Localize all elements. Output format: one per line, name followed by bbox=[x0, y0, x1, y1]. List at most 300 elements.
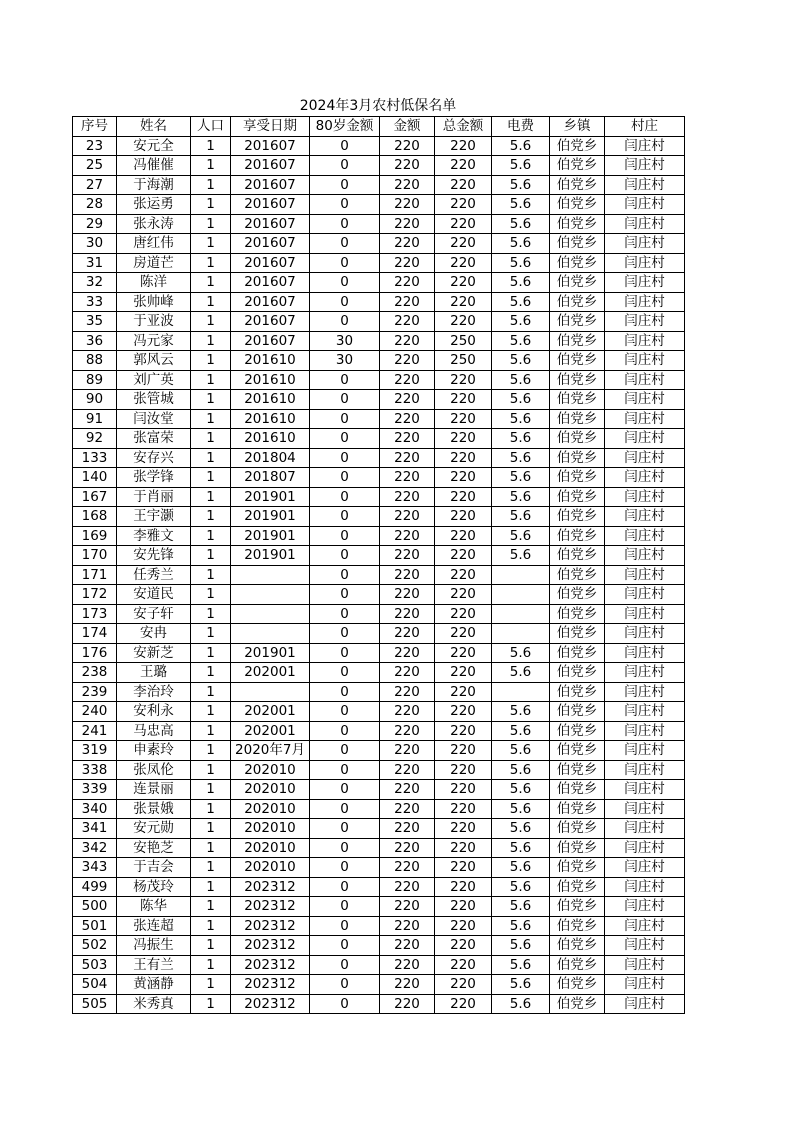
cell-age80-amount: 0 bbox=[310, 214, 380, 234]
cell-start-date: 201607 bbox=[231, 234, 310, 254]
cell-township: 伯党乡 bbox=[550, 409, 605, 429]
cell-electricity: 5.6 bbox=[492, 273, 550, 293]
cell-name: 安艳芝 bbox=[117, 838, 191, 858]
cell-name: 张永涛 bbox=[117, 214, 191, 234]
table-row bbox=[73, 429, 685, 449]
cell-name: 张运勇 bbox=[117, 195, 191, 215]
cell-electricity: 5.6 bbox=[492, 858, 550, 878]
cell-start-date: 202010 bbox=[231, 858, 310, 878]
cell-age80-amount: 0 bbox=[310, 760, 380, 780]
cell-index: 173 bbox=[73, 604, 117, 624]
cell-start-date: 202010 bbox=[231, 819, 310, 839]
cell-amount: 220 bbox=[380, 838, 435, 858]
cell-name: 于肖丽 bbox=[117, 487, 191, 507]
table-row bbox=[73, 156, 685, 176]
col-header-township: 乡镇 bbox=[550, 117, 605, 137]
cell-population: 1 bbox=[191, 136, 231, 156]
cell-electricity: 5.6 bbox=[492, 390, 550, 410]
cell-index: 339 bbox=[73, 780, 117, 800]
cell-village: 闫庄村 bbox=[605, 682, 685, 702]
table-row bbox=[73, 663, 685, 683]
cell-village: 闫庄村 bbox=[605, 429, 685, 449]
cell-population: 1 bbox=[191, 624, 231, 644]
cell-start-date: 202312 bbox=[231, 994, 310, 1014]
table-row bbox=[73, 507, 685, 527]
cell-population: 1 bbox=[191, 565, 231, 585]
cell-population: 1 bbox=[191, 897, 231, 917]
cell-age80-amount: 0 bbox=[310, 780, 380, 800]
col-header-total: 总金额 bbox=[435, 117, 492, 137]
cell-amount: 220 bbox=[380, 702, 435, 722]
cell-index: 343 bbox=[73, 858, 117, 878]
cell-name: 张连超 bbox=[117, 916, 191, 936]
cell-start-date: 202312 bbox=[231, 877, 310, 897]
cell-index: 174 bbox=[73, 624, 117, 644]
cell-village: 闫庄村 bbox=[605, 975, 685, 995]
cell-amount: 220 bbox=[380, 136, 435, 156]
cell-population: 1 bbox=[191, 780, 231, 800]
cell-village: 闫庄村 bbox=[605, 702, 685, 722]
cell-village: 闫庄村 bbox=[605, 370, 685, 390]
cell-total: 220 bbox=[435, 195, 492, 215]
cell-total: 220 bbox=[435, 760, 492, 780]
cell-age80-amount: 0 bbox=[310, 429, 380, 449]
cell-township: 伯党乡 bbox=[550, 897, 605, 917]
cell-village: 闫庄村 bbox=[605, 214, 685, 234]
cell-index: 91 bbox=[73, 409, 117, 429]
cell-name: 任秀兰 bbox=[117, 565, 191, 585]
cell-index: 92 bbox=[73, 429, 117, 449]
cell-township: 伯党乡 bbox=[550, 682, 605, 702]
table-row bbox=[73, 682, 685, 702]
cell-amount: 220 bbox=[380, 507, 435, 527]
cell-total: 220 bbox=[435, 585, 492, 605]
cell-village: 闫庄村 bbox=[605, 234, 685, 254]
cell-population: 1 bbox=[191, 760, 231, 780]
cell-village: 闫庄村 bbox=[605, 897, 685, 917]
cell-total: 220 bbox=[435, 175, 492, 195]
cell-township: 伯党乡 bbox=[550, 273, 605, 293]
cell-amount: 220 bbox=[380, 643, 435, 663]
table-row bbox=[73, 585, 685, 605]
col-header-index: 序号 bbox=[73, 117, 117, 137]
cell-township: 伯党乡 bbox=[550, 565, 605, 585]
cell-index: 342 bbox=[73, 838, 117, 858]
cell-amount: 220 bbox=[380, 936, 435, 956]
cell-age80-amount: 0 bbox=[310, 682, 380, 702]
cell-electricity: 5.6 bbox=[492, 936, 550, 956]
table-row bbox=[73, 292, 685, 312]
cell-electricity: 5.6 bbox=[492, 507, 550, 527]
cell-total: 220 bbox=[435, 916, 492, 936]
cell-electricity: 5.6 bbox=[492, 234, 550, 254]
cell-township: 伯党乡 bbox=[550, 936, 605, 956]
cell-township: 伯党乡 bbox=[550, 351, 605, 371]
cell-name: 刘广英 bbox=[117, 370, 191, 390]
cell-amount: 220 bbox=[380, 955, 435, 975]
cell-amount: 220 bbox=[380, 370, 435, 390]
cell-amount: 220 bbox=[380, 897, 435, 917]
cell-name: 杨茂玲 bbox=[117, 877, 191, 897]
cell-start-date: 201607 bbox=[231, 156, 310, 176]
cell-population: 1 bbox=[191, 390, 231, 410]
cell-index: 27 bbox=[73, 175, 117, 195]
cell-population: 1 bbox=[191, 838, 231, 858]
table-row bbox=[73, 468, 685, 488]
cell-total: 220 bbox=[435, 702, 492, 722]
cell-electricity bbox=[492, 604, 550, 624]
cell-population: 1 bbox=[191, 936, 231, 956]
cell-population: 1 bbox=[191, 507, 231, 527]
table-row bbox=[73, 331, 685, 351]
cell-township: 伯党乡 bbox=[550, 858, 605, 878]
cell-township: 伯党乡 bbox=[550, 214, 605, 234]
cell-population: 1 bbox=[191, 487, 231, 507]
cell-electricity bbox=[492, 682, 550, 702]
cell-total: 220 bbox=[435, 136, 492, 156]
cell-village: 闫庄村 bbox=[605, 994, 685, 1014]
cell-amount: 220 bbox=[380, 858, 435, 878]
table-row bbox=[73, 819, 685, 839]
cell-population: 1 bbox=[191, 253, 231, 273]
cell-index: 340 bbox=[73, 799, 117, 819]
cell-village: 闫庄村 bbox=[605, 624, 685, 644]
cell-population: 1 bbox=[191, 214, 231, 234]
table-row bbox=[73, 858, 685, 878]
cell-village: 闫庄村 bbox=[605, 780, 685, 800]
cell-start-date: 202312 bbox=[231, 897, 310, 917]
cell-name: 郭风云 bbox=[117, 351, 191, 371]
table-row bbox=[73, 526, 685, 546]
cell-township: 伯党乡 bbox=[550, 702, 605, 722]
cell-population: 1 bbox=[191, 331, 231, 351]
cell-index: 167 bbox=[73, 487, 117, 507]
cell-start-date: 201610 bbox=[231, 370, 310, 390]
cell-index: 341 bbox=[73, 819, 117, 839]
cell-township: 伯党乡 bbox=[550, 136, 605, 156]
cell-start-date: 201607 bbox=[231, 331, 310, 351]
cell-total: 220 bbox=[435, 643, 492, 663]
cell-total: 220 bbox=[435, 838, 492, 858]
cell-amount: 220 bbox=[380, 819, 435, 839]
cell-total: 220 bbox=[435, 468, 492, 488]
cell-amount: 220 bbox=[380, 760, 435, 780]
cell-age80-amount: 0 bbox=[310, 702, 380, 722]
cell-age80-amount: 0 bbox=[310, 624, 380, 644]
cell-age80-amount: 0 bbox=[310, 819, 380, 839]
cell-index: 501 bbox=[73, 916, 117, 936]
cell-name: 张学锋 bbox=[117, 468, 191, 488]
cell-electricity: 5.6 bbox=[492, 643, 550, 663]
cell-village: 闫庄村 bbox=[605, 546, 685, 566]
cell-age80-amount: 0 bbox=[310, 507, 380, 527]
cell-age80-amount: 0 bbox=[310, 468, 380, 488]
cell-electricity: 5.6 bbox=[492, 351, 550, 371]
table-row bbox=[73, 780, 685, 800]
cell-electricity: 5.6 bbox=[492, 214, 550, 234]
cell-electricity bbox=[492, 585, 550, 605]
cell-index: 89 bbox=[73, 370, 117, 390]
cell-electricity: 5.6 bbox=[492, 448, 550, 468]
cell-amount: 220 bbox=[380, 292, 435, 312]
cell-total: 220 bbox=[435, 877, 492, 897]
cell-index: 169 bbox=[73, 526, 117, 546]
cell-index: 88 bbox=[73, 351, 117, 371]
cell-age80-amount: 0 bbox=[310, 312, 380, 332]
cell-index: 176 bbox=[73, 643, 117, 663]
cell-electricity: 5.6 bbox=[492, 819, 550, 839]
cell-name: 唐红伟 bbox=[117, 234, 191, 254]
cell-age80-amount: 0 bbox=[310, 546, 380, 566]
cell-age80-amount: 0 bbox=[310, 799, 380, 819]
table-row bbox=[73, 721, 685, 741]
cell-township: 伯党乡 bbox=[550, 292, 605, 312]
cell-village: 闫庄村 bbox=[605, 604, 685, 624]
cell-index: 338 bbox=[73, 760, 117, 780]
cell-total: 220 bbox=[435, 936, 492, 956]
cell-total: 220 bbox=[435, 214, 492, 234]
cell-index: 238 bbox=[73, 663, 117, 683]
table-row bbox=[73, 624, 685, 644]
cell-population: 1 bbox=[191, 682, 231, 702]
cell-age80-amount: 0 bbox=[310, 604, 380, 624]
cell-index: 32 bbox=[73, 273, 117, 293]
cell-start-date: 201607 bbox=[231, 195, 310, 215]
cell-population: 1 bbox=[191, 975, 231, 995]
cell-index: 499 bbox=[73, 877, 117, 897]
cell-start-date: 201901 bbox=[231, 643, 310, 663]
cell-name: 米秀真 bbox=[117, 994, 191, 1014]
cell-population: 1 bbox=[191, 702, 231, 722]
cell-population: 1 bbox=[191, 916, 231, 936]
cell-population: 1 bbox=[191, 370, 231, 390]
cell-township: 伯党乡 bbox=[550, 916, 605, 936]
cell-total: 250 bbox=[435, 351, 492, 371]
cell-population: 1 bbox=[191, 955, 231, 975]
cell-start-date: 201607 bbox=[231, 136, 310, 156]
cell-electricity: 5.6 bbox=[492, 838, 550, 858]
cell-start-date bbox=[231, 565, 310, 585]
cell-total: 220 bbox=[435, 507, 492, 527]
cell-name: 于海潮 bbox=[117, 175, 191, 195]
cell-village: 闫庄村 bbox=[605, 838, 685, 858]
cell-index: 28 bbox=[73, 195, 117, 215]
roster-table bbox=[72, 116, 685, 1014]
cell-amount: 220 bbox=[380, 390, 435, 410]
cell-age80-amount: 0 bbox=[310, 175, 380, 195]
cell-age80-amount: 0 bbox=[310, 487, 380, 507]
cell-village: 闫庄村 bbox=[605, 877, 685, 897]
cell-township: 伯党乡 bbox=[550, 526, 605, 546]
cell-age80-amount: 0 bbox=[310, 273, 380, 293]
cell-name: 黄涵静 bbox=[117, 975, 191, 995]
cell-township: 伯党乡 bbox=[550, 487, 605, 507]
cell-electricity: 5.6 bbox=[492, 195, 550, 215]
cell-age80-amount: 0 bbox=[310, 721, 380, 741]
cell-index: 25 bbox=[73, 156, 117, 176]
table-row bbox=[73, 799, 685, 819]
cell-population: 1 bbox=[191, 858, 231, 878]
cell-township: 伯党乡 bbox=[550, 838, 605, 858]
cell-amount: 220 bbox=[380, 994, 435, 1014]
cell-electricity: 5.6 bbox=[492, 760, 550, 780]
cell-index: 240 bbox=[73, 702, 117, 722]
table-row bbox=[73, 741, 685, 761]
cell-age80-amount: 30 bbox=[310, 331, 380, 351]
cell-township: 伯党乡 bbox=[550, 175, 605, 195]
cell-amount: 220 bbox=[380, 195, 435, 215]
table-row bbox=[73, 955, 685, 975]
cell-amount: 220 bbox=[380, 448, 435, 468]
cell-index: 170 bbox=[73, 546, 117, 566]
cell-start-date bbox=[231, 585, 310, 605]
cell-amount: 220 bbox=[380, 721, 435, 741]
cell-age80-amount: 0 bbox=[310, 643, 380, 663]
cell-village: 闫庄村 bbox=[605, 799, 685, 819]
cell-electricity: 5.6 bbox=[492, 156, 550, 176]
cell-population: 1 bbox=[191, 799, 231, 819]
cell-name: 安存兴 bbox=[117, 448, 191, 468]
table-row bbox=[73, 214, 685, 234]
cell-amount: 220 bbox=[380, 156, 435, 176]
cell-village: 闫庄村 bbox=[605, 292, 685, 312]
col-header-amount: 金额 bbox=[380, 117, 435, 137]
cell-amount: 220 bbox=[380, 214, 435, 234]
cell-start-date: 201901 bbox=[231, 507, 310, 527]
cell-population: 1 bbox=[191, 468, 231, 488]
cell-total: 220 bbox=[435, 799, 492, 819]
cell-electricity bbox=[492, 624, 550, 644]
cell-name: 张管城 bbox=[117, 390, 191, 410]
cell-index: 133 bbox=[73, 448, 117, 468]
cell-population: 1 bbox=[191, 877, 231, 897]
cell-population: 1 bbox=[191, 721, 231, 741]
cell-township: 伯党乡 bbox=[550, 390, 605, 410]
cell-township: 伯党乡 bbox=[550, 507, 605, 527]
cell-village: 闫庄村 bbox=[605, 390, 685, 410]
table-row bbox=[73, 351, 685, 371]
cell-electricity: 5.6 bbox=[492, 292, 550, 312]
cell-index: 29 bbox=[73, 214, 117, 234]
cell-electricity: 5.6 bbox=[492, 877, 550, 897]
cell-total: 220 bbox=[435, 565, 492, 585]
cell-village: 闫庄村 bbox=[605, 351, 685, 371]
cell-township: 伯党乡 bbox=[550, 955, 605, 975]
cell-age80-amount: 0 bbox=[310, 838, 380, 858]
cell-total: 220 bbox=[435, 546, 492, 566]
cell-index: 31 bbox=[73, 253, 117, 273]
cell-amount: 220 bbox=[380, 546, 435, 566]
cell-start-date: 202312 bbox=[231, 936, 310, 956]
cell-total: 220 bbox=[435, 721, 492, 741]
cell-age80-amount: 0 bbox=[310, 663, 380, 683]
cell-village: 闫庄村 bbox=[605, 585, 685, 605]
cell-amount: 220 bbox=[380, 312, 435, 332]
cell-township: 伯党乡 bbox=[550, 877, 605, 897]
cell-name: 闫汝堂 bbox=[117, 409, 191, 429]
cell-start-date: 2020年7月 bbox=[231, 741, 310, 761]
cell-township: 伯党乡 bbox=[550, 448, 605, 468]
cell-name: 冯催催 bbox=[117, 156, 191, 176]
cell-township: 伯党乡 bbox=[550, 741, 605, 761]
cell-name: 安元勋 bbox=[117, 819, 191, 839]
cell-amount: 220 bbox=[380, 526, 435, 546]
cell-start-date: 201807 bbox=[231, 468, 310, 488]
cell-start-date: 201804 bbox=[231, 448, 310, 468]
cell-total: 220 bbox=[435, 780, 492, 800]
cell-amount: 220 bbox=[380, 331, 435, 351]
page-title: 2024年3月农村低保名单 bbox=[299, 98, 457, 114]
cell-electricity: 5.6 bbox=[492, 955, 550, 975]
cell-electricity: 5.6 bbox=[492, 799, 550, 819]
cell-start-date: 202010 bbox=[231, 799, 310, 819]
cell-township: 伯党乡 bbox=[550, 663, 605, 683]
cell-electricity: 5.6 bbox=[492, 916, 550, 936]
cell-age80-amount: 0 bbox=[310, 936, 380, 956]
cell-village: 闫庄村 bbox=[605, 195, 685, 215]
cell-electricity: 5.6 bbox=[492, 409, 550, 429]
cell-age80-amount: 0 bbox=[310, 195, 380, 215]
cell-start-date: 202001 bbox=[231, 702, 310, 722]
cell-amount: 220 bbox=[380, 916, 435, 936]
cell-electricity: 5.6 bbox=[492, 994, 550, 1014]
cell-population: 1 bbox=[191, 409, 231, 429]
cell-amount: 220 bbox=[380, 663, 435, 683]
cell-start-date: 202312 bbox=[231, 955, 310, 975]
cell-age80-amount: 0 bbox=[310, 526, 380, 546]
cell-population: 1 bbox=[191, 351, 231, 371]
cell-age80-amount: 0 bbox=[310, 877, 380, 897]
cell-total: 220 bbox=[435, 975, 492, 995]
cell-amount: 220 bbox=[380, 234, 435, 254]
cell-amount: 220 bbox=[380, 877, 435, 897]
cell-name: 李雅文 bbox=[117, 526, 191, 546]
cell-name: 冯元家 bbox=[117, 331, 191, 351]
cell-village: 闫庄村 bbox=[605, 253, 685, 273]
cell-amount: 220 bbox=[380, 975, 435, 995]
cell-electricity: 5.6 bbox=[492, 526, 550, 546]
cell-index: 36 bbox=[73, 331, 117, 351]
cell-start-date: 201610 bbox=[231, 390, 310, 410]
cell-start-date: 202312 bbox=[231, 916, 310, 936]
cell-township: 伯党乡 bbox=[550, 585, 605, 605]
cell-name: 马忠高 bbox=[117, 721, 191, 741]
cell-township: 伯党乡 bbox=[550, 468, 605, 488]
cell-age80-amount: 0 bbox=[310, 448, 380, 468]
cell-village: 闫庄村 bbox=[605, 273, 685, 293]
col-header-electricity: 电费 bbox=[492, 117, 550, 137]
cell-township: 伯党乡 bbox=[550, 721, 605, 741]
cell-name: 冯振生 bbox=[117, 936, 191, 956]
cell-village: 闫庄村 bbox=[605, 663, 685, 683]
cell-index: 505 bbox=[73, 994, 117, 1014]
cell-township: 伯党乡 bbox=[550, 370, 605, 390]
cell-name: 申素玲 bbox=[117, 741, 191, 761]
cell-electricity: 5.6 bbox=[492, 253, 550, 273]
cell-village: 闫庄村 bbox=[605, 156, 685, 176]
cell-start-date: 201607 bbox=[231, 312, 310, 332]
cell-population: 1 bbox=[191, 429, 231, 449]
cell-start-date: 201901 bbox=[231, 546, 310, 566]
cell-name: 安先锋 bbox=[117, 546, 191, 566]
cell-village: 闫庄村 bbox=[605, 468, 685, 488]
cell-name: 安冉 bbox=[117, 624, 191, 644]
table-body bbox=[73, 136, 685, 1014]
cell-village: 闫庄村 bbox=[605, 819, 685, 839]
cell-start-date: 201607 bbox=[231, 253, 310, 273]
cell-population: 1 bbox=[191, 741, 231, 761]
cell-amount: 220 bbox=[380, 585, 435, 605]
